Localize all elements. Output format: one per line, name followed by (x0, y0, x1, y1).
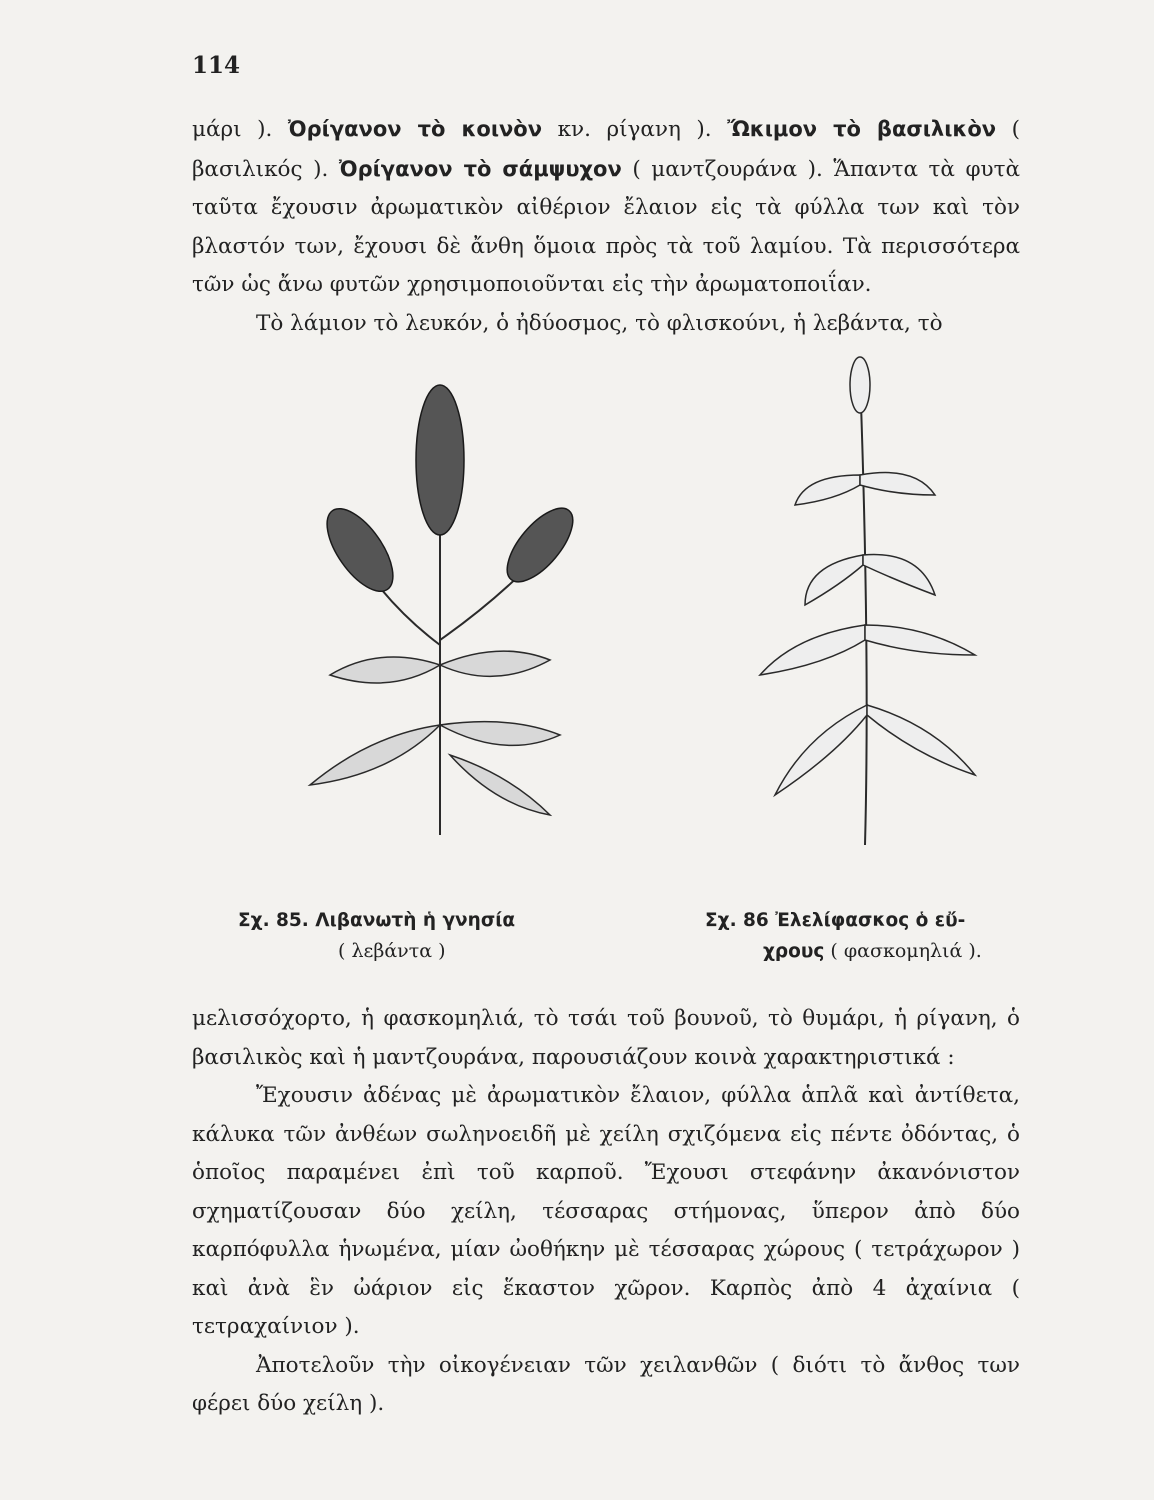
figure-86-label: Σχ. 86 Ἐλελίφασκος ὁ εὔ- (705, 910, 966, 931)
figure-85-label: Σχ. 85. Λιβανωτὴ ἡ γνησία (238, 910, 516, 931)
page-number: 114 (192, 52, 241, 79)
figure-85-sub: ( λεβάντα ) (338, 940, 446, 962)
figure-86-sub: ( φασκομηλιά ). (830, 940, 982, 962)
term-origanum-majorana: Ὀρίγανον τὸ σάμψυχον (338, 156, 622, 181)
text-span: κν. ρίγανη ). (542, 117, 728, 142)
figure-85-caption (238, 905, 515, 967)
second-paragraph-start: Τὸ λάμιον τὸ λευκόν, ὁ ἠδύοσμος, τὸ φλισκούνι, ἡ λεβάντα, τὸ (256, 310, 943, 336)
figure-86-label-cont: χρους (763, 941, 825, 962)
body-paragraph-1: μελισσόχορτο, ἡ φασκομηλιά, τὸ τσάι τοῦ βουνοῦ, τὸ θυμάρι, ἡ ρίγανη, ὁ βασιλικὸς καὶ ἡ μαντζουράνα, παρουσιάζουν κοινὰ χαρακτηριστικά : (192, 1006, 1020, 1070)
text-span: μάρι ). (192, 117, 288, 142)
text-span: ( βασιλικός ). (192, 117, 1020, 182)
figure-86-caption (705, 905, 982, 967)
lavender-illustration (290, 375, 610, 845)
body-paragraph-2: Ἔχουσιν ἀδένας μὲ ἀρωματικὸν ἔλαιον, φύλλα ἁπλᾶ καὶ ἀντίθετα, κάλυκα τῶν ἀνθέων σωληνοειδῆ μὲ χείλη σχιζόμενα εἰς πέντε ὀδόντας, ὁ ὁποῖος παραμένει ἐπὶ τοῦ καρποῦ. Ἔχουσι στεφάνην ἀκανόνιστον σχηματίζουσαν δύο χείλη, τέσσαρας στήμονας, ὕπερον ἀπὸ δύο καρπόφυλλα ἡνωμένα, μίαν ὠοθήκην μὲ τέσσαρας χώρους ( τετράχωρον ) καὶ ἀνὰ ἓν ὠάριον εἰς ἕκαστον χῶρον. Καρπὸς ἀπὸ 4 ἀχαίνια ( τετραχαίνιον ). (192, 1083, 1020, 1339)
text-span: ( μαντζουράνα ). Ἅπαντα τὰ φυτὰ ταῦτα ἔχουσιν ἀρωματικὸν αἰθέριον ἔλαιον εἰς τὰ φύλλα των καὶ τὸν βλαστόν των, ἔχουσι δὲ ἄνθη ὅμοια πρὸς τὰ τοῦ λαμίου. Τὰ περισσότερα τῶν ὡς ἄνω φυτῶν χρησιμοποιοῦνται εἰς τὴν ἀρωματοποιΐαν. (192, 156, 1020, 297)
top-paragraph (192, 110, 1020, 343)
body-paragraph-3: Ἀποτελοῦν τὴν οἰκογένειαν τῶν χειλανθῶν ( διότι τὸ ἄνθος των φέρει δύο χείλη ). (192, 1352, 1020, 1416)
term-ocimum-basilicum: Ὤκιμον τὸ βασιλικὸν (727, 117, 997, 141)
term-origanum-vulgare: Ὀρίγανον τὸ κοινὸν (287, 117, 543, 141)
body-text (192, 1000, 1020, 1424)
sage-illustration (735, 355, 995, 855)
